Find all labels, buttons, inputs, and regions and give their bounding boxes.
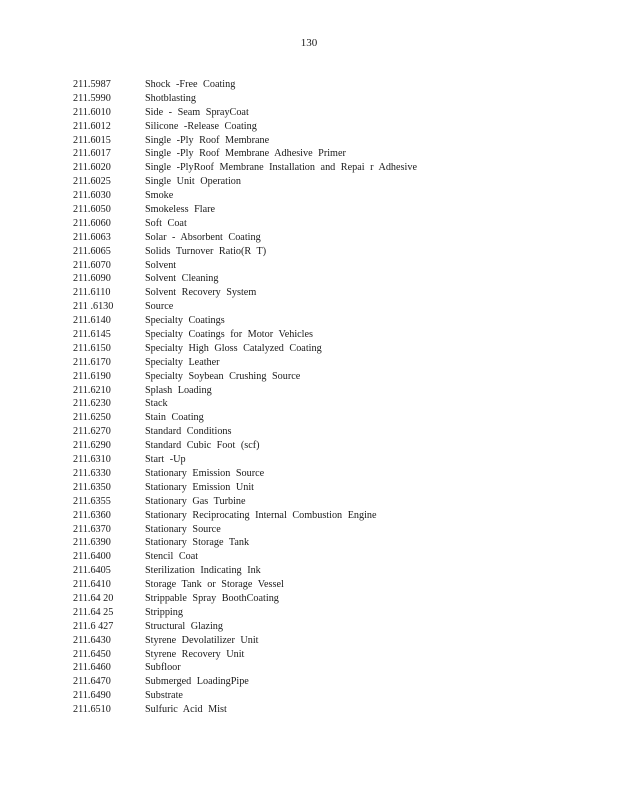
list-item xyxy=(73,259,593,273)
defined-term: Stationary Emission Source xyxy=(145,467,265,479)
list-item xyxy=(73,217,593,231)
page-number: 130 xyxy=(300,37,318,49)
section-number: 211.6310 xyxy=(73,454,111,466)
list-item xyxy=(73,661,593,675)
section-number: 211.6330 xyxy=(73,467,111,479)
section-number: 211.5990 xyxy=(73,92,111,104)
defined-term: Stack xyxy=(145,398,168,410)
section-number: 211.6063 xyxy=(73,231,111,243)
section-number: 211.6410 xyxy=(73,579,111,591)
defined-term: Strippable Spray BoothCoating xyxy=(145,592,279,604)
list-item xyxy=(73,592,593,606)
list-item xyxy=(73,203,593,217)
section-number: 211.6150 xyxy=(73,342,111,354)
list-item xyxy=(73,689,593,703)
section-number: 211.6470 xyxy=(73,676,111,688)
defined-term: Sterilization Indicating Ink xyxy=(145,565,261,577)
list-item xyxy=(73,384,593,398)
section-number: 211.6360 xyxy=(73,509,111,521)
defined-term: Single -PlyRoof Membrane Installation and Repai r Adhesive xyxy=(145,162,417,174)
section-number: 211.64 20 xyxy=(73,592,114,604)
section-number: 211.6405 xyxy=(73,565,111,577)
section-number: 211.6490 xyxy=(73,690,111,702)
section-number: 211.6170 xyxy=(73,356,111,368)
list-item xyxy=(73,328,593,342)
section-number: 211.6370 xyxy=(73,523,111,535)
defined-term: Silicone -Release Coating xyxy=(145,120,257,132)
defined-term: Source xyxy=(145,301,174,313)
list-item xyxy=(73,453,593,467)
section-number: 211.6190 xyxy=(73,370,111,382)
section-number: 211.6070 xyxy=(73,259,111,271)
list-item xyxy=(73,509,593,523)
defined-term: Solar - Absorbent Coating xyxy=(145,231,261,243)
section-number: 211.6090 xyxy=(73,273,111,285)
defined-term: Smokeless Flare xyxy=(145,204,216,216)
defined-term: Stripping xyxy=(145,606,183,618)
list-item xyxy=(73,523,593,537)
list-item xyxy=(73,481,593,495)
defined-term: Stationary Source xyxy=(145,523,221,535)
list-item xyxy=(73,134,593,148)
defined-term: Side - Seam SprayCoat xyxy=(145,106,249,118)
section-number: 211.6020 xyxy=(73,162,111,174)
list-item xyxy=(73,92,593,106)
section-number: 211.6015 xyxy=(73,134,111,146)
list-item xyxy=(73,550,593,564)
section-number: 211.6145 xyxy=(73,329,111,341)
list-item xyxy=(73,342,593,356)
list-item xyxy=(73,411,593,425)
section-number: 211.6460 xyxy=(73,662,111,674)
list-item xyxy=(73,286,593,300)
list-item xyxy=(73,439,593,453)
list-item xyxy=(73,245,593,259)
list-item xyxy=(73,634,593,648)
list-item xyxy=(73,703,593,717)
defined-term: Stencil Coat xyxy=(145,551,199,563)
list-item xyxy=(73,675,593,689)
list-item xyxy=(73,356,593,370)
defined-term: Start -Up xyxy=(145,454,186,466)
defined-term: Specialty Soybean Crushing Source xyxy=(145,370,301,382)
defined-term: Styrene Devolatilizer Unit xyxy=(145,634,259,646)
section-number: 211.6012 xyxy=(73,120,111,132)
list-item xyxy=(73,564,593,578)
defined-term: Specialty Leather xyxy=(145,356,220,368)
section-number: 211.6110 xyxy=(73,287,111,299)
defined-term: Styrene Recovery Unit xyxy=(145,648,245,660)
section-number: 211.6060 xyxy=(73,217,111,229)
defined-term: Soft Coat xyxy=(145,217,187,229)
defined-term: Submerged LoadingPipe xyxy=(145,676,249,688)
section-number: 211 .6130 xyxy=(73,301,114,313)
defined-term: Shock -Free Coating xyxy=(145,79,236,90)
section-number: 211.6290 xyxy=(73,440,111,452)
section-number: 211.6400 xyxy=(73,551,111,563)
defined-term: Single -Ply Roof Membrane xyxy=(145,134,270,146)
list-item xyxy=(73,272,593,286)
section-number: 211.6050 xyxy=(73,204,111,216)
defined-term: Standard Conditions xyxy=(145,426,232,438)
defined-term: Specialty High Gloss Catalyzed Coating xyxy=(145,342,322,354)
section-number: 211.64 25 xyxy=(73,606,114,618)
defined-term: Storage Tank or Storage Vessel xyxy=(145,579,284,591)
defined-term: Solvent Cleaning xyxy=(145,273,219,285)
defined-term: Splash Loading xyxy=(145,384,212,396)
list-item xyxy=(73,78,593,92)
list-item xyxy=(73,370,593,384)
list-item xyxy=(73,314,593,328)
defined-term: Smoke xyxy=(145,190,174,202)
section-number: 211.6065 xyxy=(73,245,111,257)
definitions-list xyxy=(73,78,593,717)
defined-term: Solids Turnover Ratio(R T) xyxy=(145,245,267,257)
section-number: 211.6355 xyxy=(73,495,111,507)
defined-term: Single -Ply Roof Membrane Adhesive Primer xyxy=(145,148,346,160)
defined-term: Specialty Coatings for Motor Vehicles xyxy=(145,329,313,341)
list-item xyxy=(73,578,593,592)
list-item xyxy=(73,120,593,134)
defined-term: Stationary Emission Unit xyxy=(145,481,255,493)
section-number: 211.6430 xyxy=(73,634,111,646)
defined-term: Structural Glazing xyxy=(145,620,223,632)
list-item xyxy=(73,175,593,189)
defined-term: Stationary Gas Turbine xyxy=(145,495,246,507)
section-number: 211.6450 xyxy=(73,648,111,660)
section-number: 211.6350 xyxy=(73,481,111,493)
defined-term: Stain Coating xyxy=(145,412,204,424)
section-number: 211.6270 xyxy=(73,426,111,438)
list-item xyxy=(73,495,593,509)
defined-term: Stationary Storage Tank xyxy=(145,537,250,549)
section-number: 211.6140 xyxy=(73,315,111,327)
defined-term: Subfloor xyxy=(145,662,181,674)
list-item xyxy=(73,606,593,620)
section-number: 211.6 427 xyxy=(73,620,114,632)
list-item xyxy=(73,106,593,120)
defined-term: Shotblasting xyxy=(145,92,196,104)
section-number: 211.6230 xyxy=(73,398,111,410)
defined-term: Solvent xyxy=(145,259,177,271)
section-number: 211.6510 xyxy=(73,704,111,716)
section-number: 211.5987 xyxy=(73,79,111,90)
section-number: 211.6025 xyxy=(73,176,111,188)
list-item xyxy=(73,300,593,314)
list-item xyxy=(73,467,593,481)
list-item xyxy=(73,397,593,411)
defined-term: Standard Cubic Foot (scf) xyxy=(145,440,260,452)
section-number: 211.6017 xyxy=(73,148,111,160)
defined-term: Solvent Recovery System xyxy=(145,287,257,299)
section-number: 211.6010 xyxy=(73,106,111,118)
defined-term: Stationary Reciprocating Internal Combustion Engine xyxy=(145,509,377,521)
section-number: 211.6390 xyxy=(73,537,111,549)
list-item xyxy=(73,648,593,662)
defined-term: Specialty Coatings xyxy=(145,315,225,327)
list-item xyxy=(73,231,593,245)
list-item xyxy=(73,161,593,175)
section-number: 211.6030 xyxy=(73,190,111,202)
defined-term: Substrate xyxy=(145,690,183,702)
list-item xyxy=(73,536,593,550)
defined-term: Single Unit Operation xyxy=(145,176,241,188)
defined-term: Sulfuric Acid Mist xyxy=(145,704,227,716)
section-number: 211.6250 xyxy=(73,412,111,424)
list-item xyxy=(73,147,593,161)
list-item xyxy=(73,620,593,634)
list-item xyxy=(73,425,593,439)
list-item xyxy=(73,189,593,203)
section-number: 211.6210 xyxy=(73,384,111,396)
